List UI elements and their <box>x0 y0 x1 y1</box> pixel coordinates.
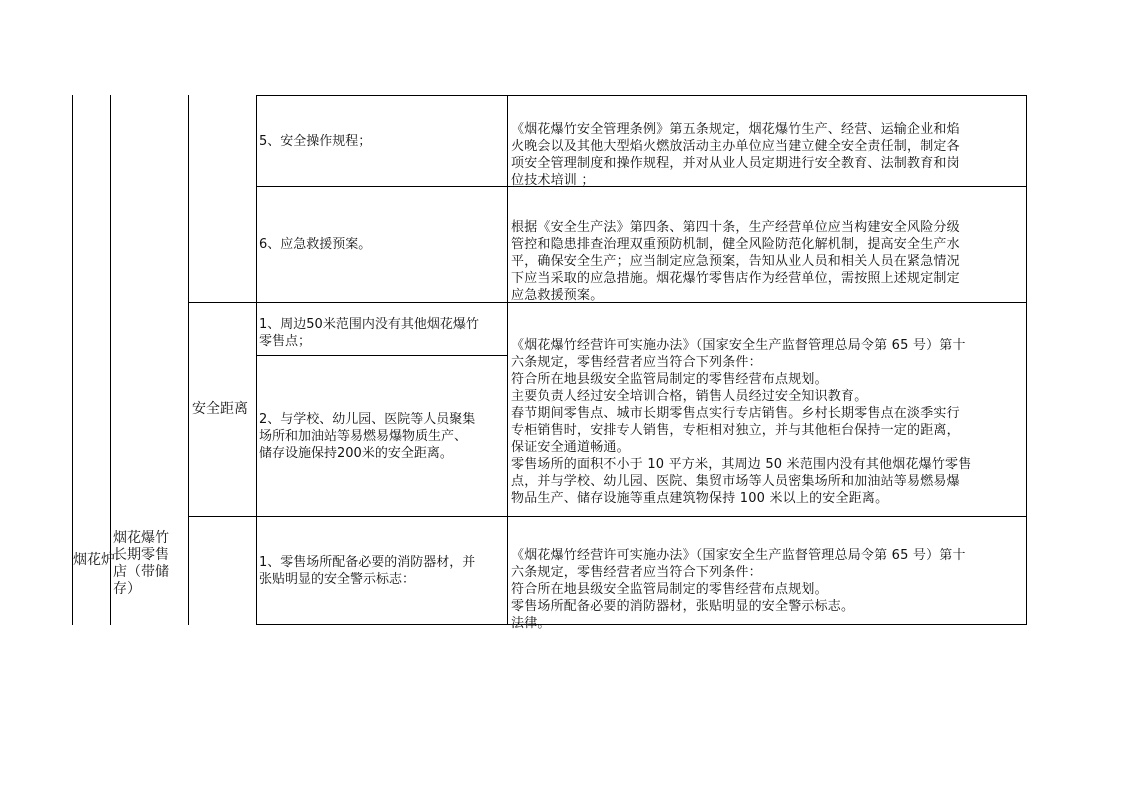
category-cell <box>73 540 115 580</box>
legal-basis-text: 《烟花爆竹经营许可实施办法》（国家安全生产监督管理总局令第 65 号）第十 六条规定，零售经营者应当符合下列条件： 符合所在地县级安全监管局制定的零售经营布点规划。 主要负责人经过安全培训合格，销售人员经过安全知识教育。 春节期间零售点、城市长期零售点实行专店销售。乡村长期零售点在淡季实行 专柜销售时，安排专人销售，专柜相对独立，并与其他柜台保持一定的距离， 保证安全通道畅通。 零售场所的面积不小于 10 平方米，其周边 50 米范围内没有其他烟花爆竹零售 点，并与学校、幼儿园、医院、集贸市场等人员密集场所和加油站等易燃易爆 物品生产、储存设施等重点建筑物保持 100 米以上的安全距离。 <box>511 338 972 506</box>
requirement-text: 6、应急救援预案。 <box>259 237 372 252</box>
legal-basis-cell <box>511 104 1023 189</box>
legal-basis-text: 《烟花爆竹安全管理条例》第五条规定，烟花爆竹生产、经营、运输企业和焰 火晚会以及其他大型焰火燃放活动主办单位应当建立健全安全责任制，制定各 项安全管理制度和操作规程，并对从业人员定期进行安全教育、法制教育和岗 位技术培训 ； <box>511 122 960 188</box>
requirement-text: 1、零售场所配备必要的消防器材，并 张贴明显的安全警示标志： <box>259 554 476 587</box>
shop-type-cell <box>113 520 187 608</box>
requirement-text: 5、安全操作规程； <box>259 133 372 149</box>
safe-distance-group-cell <box>192 303 256 516</box>
safe-distance-group-label: 安全距离 <box>192 401 248 417</box>
table-border <box>188 95 189 625</box>
legal-basis-cell <box>511 320 1023 507</box>
requirement-cell <box>259 356 505 516</box>
table-border <box>256 95 257 625</box>
legal-basis-text: 根据《安全生产法》第四条、第四十条，生产经营单位应当构建安全风险分级 管控和隐患排查治理双重预防机制，健全风险防范化解机制，提高安全生产水 平，确保安全生产；应当制定应急预案，告知从业人员和相关人员在紧急情况 下应当采取的应急措施。烟花爆竹零售店作为经营单位，需按照上述规定制定 应急救援预案。 <box>511 220 960 303</box>
table-border <box>1026 95 1027 625</box>
requirement-text: 2、与学校、幼儿园、医院等人员聚集 场所和加油站等易燃易爆物质生产、 储存设施保持200米的安全距离。 <box>259 411 476 461</box>
category-label: 烟花炉 <box>73 551 115 568</box>
requirement-text: 1、周边50米范围内没有其他烟花爆竹 零售点； <box>259 316 479 349</box>
legal-basis-cell <box>511 202 1023 304</box>
requirement-cell <box>259 187 505 302</box>
legal-basis-text: 《烟花爆竹经营许可实施办法》（国家安全生产监督管理总局令第 65 号）第十 六条规定，零售经营者应当符合下列条件： 符合所在地县级安全监管局制定的零售经营布点规划。 零售场所配备必要的消防器材，张贴明显的安全警示标志。 法律。 <box>511 548 966 631</box>
legal-basis-cell <box>511 530 1023 632</box>
requirement-cell <box>259 310 505 355</box>
table-border <box>507 95 508 625</box>
requirement-cell <box>259 96 505 186</box>
table-border <box>110 95 111 625</box>
requirement-cell <box>259 517 505 624</box>
shop-type-label: 烟花爆竹 长期零售 店（带储 存） <box>113 530 169 597</box>
